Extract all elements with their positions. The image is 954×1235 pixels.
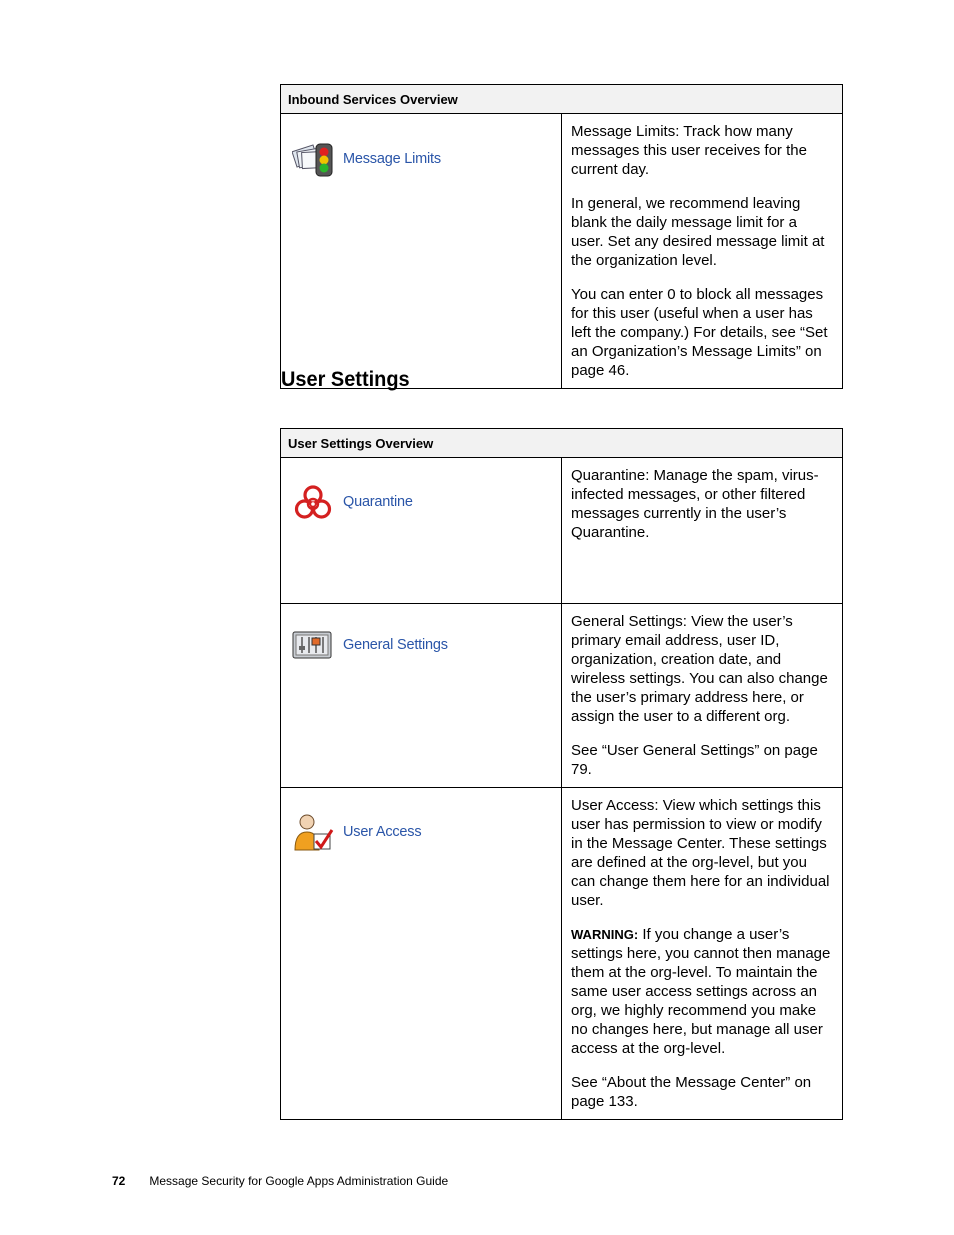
quarantine-label: Quarantine: [343, 494, 413, 510]
page-footer: [112, 1174, 448, 1188]
page-number: 72: [112, 1174, 126, 1188]
user-settings-header: User Settings Overview: [281, 429, 843, 458]
user-access-label: User Access: [343, 824, 422, 840]
message-limits-desc-3: You can enter 0 to block all messages for this user (useful when a user has left the company.) For details, see “Set an Organization’s Message Limits” on page 46.: [571, 286, 828, 379]
quarantine-link[interactable]: [292, 482, 413, 522]
table-row: [281, 604, 843, 788]
user-access-desc-3: See “About the Message Center” on page 133.: [571, 1074, 812, 1110]
general-settings-desc-1: General Settings: View the user’s primary email address, user ID, organization, creation date, and wireless settings. You can also change the user’s primary address here, or assign the user to a different org.: [571, 613, 828, 725]
table-row: [281, 788, 843, 1120]
warning-label: WARNING:: [571, 927, 639, 942]
user-access-link[interactable]: [292, 812, 421, 852]
message-limits-traffic-light-icon: [292, 140, 334, 178]
user-access-warning: [571, 925, 832, 1058]
message-limits-link[interactable]: [292, 140, 441, 178]
quarantine-desc-1: Quarantine: Manage the spam, virus-infected messages, or other filtered messages currently in the user’s Quarantine.: [571, 467, 819, 541]
message-limits-desc-2: In general, we recommend leaving blank the daily message limit for a user. Set any desired message limit at the organization level.: [571, 195, 825, 269]
user-settings-table: [280, 428, 843, 1120]
message-limits-label: Message Limits: [343, 151, 441, 167]
inbound-services-header: Inbound Services Overview: [281, 85, 843, 114]
footer-title: Message Security for Google Apps Administration Guide: [149, 1174, 449, 1188]
general-settings-desc-2: See “User General Settings” on page 79.: [571, 742, 818, 778]
table-row: [281, 458, 843, 604]
user-access-person-check-icon: [292, 812, 334, 852]
user-access-desc-1: User Access: View which settings this user has permission to view or modify in the Message Center. These settings are defined at the org-level, but you can change them here for an individual user.: [571, 797, 830, 909]
user-access-desc-2: If you change a user’s settings here, you cannot then manage them at the org-level. To maintain the same user access settings across an org, we highly recommend you make no changes here, but manage all user access at the org-level.: [571, 926, 831, 1057]
general-settings-link[interactable]: [292, 628, 448, 662]
table-row: [281, 114, 843, 389]
inbound-services-table: [280, 84, 843, 389]
quarantine-biohazard-icon: [292, 482, 334, 522]
general-settings-label: General Settings: [343, 637, 448, 653]
general-settings-panel-icon: [292, 628, 334, 662]
section-title: User Settings: [281, 368, 410, 391]
message-limits-desc-1: Message Limits: Track how many messages this user receives for the current day.: [571, 123, 807, 178]
